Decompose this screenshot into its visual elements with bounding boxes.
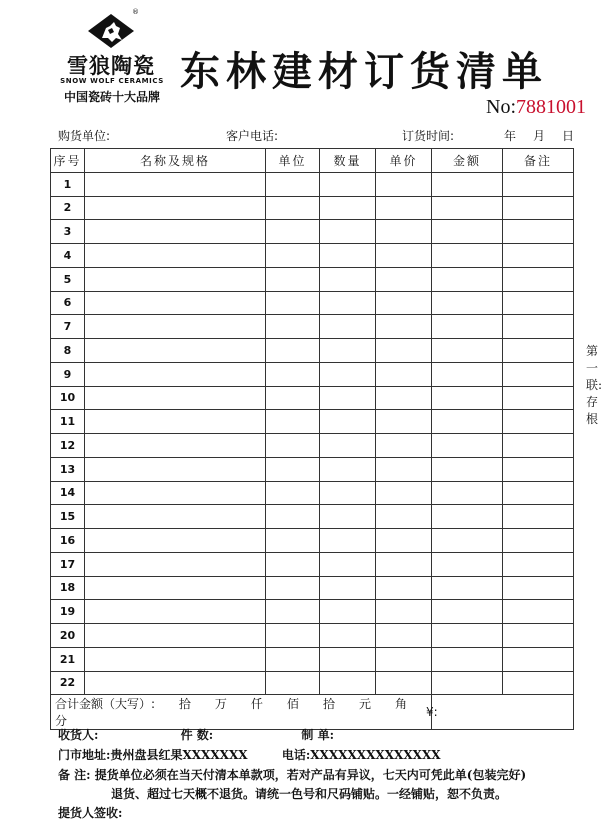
header-amount: 金额 — [432, 149, 503, 173]
row-unit[interactable] — [266, 410, 320, 434]
row-quantity[interactable] — [320, 410, 376, 434]
row-name-spec[interactable] — [85, 339, 266, 363]
row-amount[interactable] — [432, 647, 503, 671]
header-name-spec: 名称及规格 — [85, 149, 266, 173]
unit-shi: 拾 — [178, 697, 191, 712]
row-index: 17 — [51, 552, 85, 576]
row-remark[interactable] — [503, 220, 574, 244]
row-unit[interactable] — [266, 362, 320, 386]
row-index: 7 — [51, 315, 85, 339]
pickup-sign-label: 提货人签收: — [58, 806, 123, 820]
table-header-row — [51, 149, 574, 173]
row-name-spec[interactable] — [85, 647, 266, 671]
row-remark[interactable] — [503, 362, 574, 386]
table-row — [51, 434, 574, 458]
row-unit[interactable] — [266, 457, 320, 481]
row-amount[interactable] — [432, 172, 503, 196]
row-amount[interactable] — [432, 315, 503, 339]
total-amount-words — [51, 695, 432, 730]
row-name-spec[interactable] — [85, 624, 266, 648]
row-unit[interactable] — [266, 172, 320, 196]
row-index: 4 — [51, 244, 85, 268]
row-name-spec[interactable] — [85, 671, 266, 695]
receiver-label: 收货人: — [58, 728, 99, 742]
row-remark[interactable] — [503, 505, 574, 529]
row-name-spec[interactable] — [85, 505, 266, 529]
row-unit-price[interactable] — [376, 172, 432, 196]
note-label: 备 注: — [58, 768, 91, 782]
row-remark[interactable] — [503, 481, 574, 505]
row-index: 14 — [51, 481, 85, 505]
table-row — [51, 315, 574, 339]
row-amount[interactable] — [432, 410, 503, 434]
month-label: 月 — [533, 129, 546, 143]
brand-name-cn: 雪狼陶瓷 — [67, 53, 155, 78]
row-name-spec[interactable] — [85, 576, 266, 600]
row-quantity[interactable] — [320, 481, 376, 505]
row-remark[interactable] — [503, 600, 574, 624]
row-quantity[interactable] — [320, 552, 376, 576]
day-label: 日 — [562, 129, 575, 143]
table-row — [51, 386, 574, 410]
row-unit-price[interactable] — [376, 624, 432, 648]
row-remark[interactable] — [503, 624, 574, 648]
row-quantity[interactable] — [320, 291, 376, 315]
serial-label: No: — [486, 96, 516, 118]
row-amount[interactable] — [432, 244, 503, 268]
row-index: 22 — [51, 671, 85, 695]
table-row — [51, 600, 574, 624]
row-index: 9 — [51, 362, 85, 386]
table-row — [51, 576, 574, 600]
row-remark[interactable] — [503, 576, 574, 600]
row-index: 16 — [51, 529, 85, 553]
row-unit[interactable] — [266, 600, 320, 624]
row-remark[interactable] — [503, 671, 574, 695]
row-unit-price[interactable] — [376, 671, 432, 695]
row-unit-price[interactable] — [376, 196, 432, 220]
row-amount[interactable] — [432, 624, 503, 648]
form-title: 东林建材订货清单 — [180, 48, 548, 95]
row-index: 8 — [51, 339, 85, 363]
order-time-field: 订货时间: — [402, 129, 455, 143]
row-quantity[interactable] — [320, 196, 376, 220]
row-quantity[interactable] — [320, 647, 376, 671]
row-amount[interactable] — [432, 434, 503, 458]
row-unit-price[interactable] — [376, 267, 432, 291]
total-row — [51, 695, 574, 730]
row-quantity[interactable] — [320, 576, 376, 600]
row-amount[interactable] — [432, 600, 503, 624]
row-unit[interactable] — [266, 552, 320, 576]
table-row — [51, 457, 574, 481]
row-name-spec[interactable] — [85, 196, 266, 220]
header-unit-price: 单价 — [376, 149, 432, 173]
row-remark[interactable] — [503, 315, 574, 339]
buyer-field: 购货单位: — [58, 129, 111, 143]
address-label: 门市地址: — [58, 748, 111, 762]
row-quantity[interactable] — [320, 600, 376, 624]
serial-number — [486, 96, 586, 119]
table-row — [51, 244, 574, 268]
row-remark[interactable] — [503, 434, 574, 458]
header-index: 序号 — [51, 149, 85, 173]
row-unit-price[interactable] — [376, 481, 432, 505]
table-row — [51, 362, 574, 386]
note-line-1 — [58, 766, 526, 783]
row-amount[interactable] — [432, 339, 503, 363]
row-name-spec[interactable] — [85, 386, 266, 410]
phone-field: 客户电话: — [226, 129, 279, 143]
row-index: 6 — [51, 291, 85, 315]
brand-logo — [52, 8, 172, 103]
row-remark[interactable] — [503, 647, 574, 671]
row-amount[interactable] — [432, 267, 503, 291]
row-amount[interactable] — [432, 457, 503, 481]
table-row — [51, 172, 574, 196]
row-index: 20 — [51, 624, 85, 648]
header-remark: 备注 — [503, 149, 574, 173]
row-unit-price[interactable] — [376, 552, 432, 576]
row-name-spec[interactable] — [85, 220, 266, 244]
row-name-spec[interactable] — [85, 291, 266, 315]
row-unit[interactable] — [266, 481, 320, 505]
note-text-2: 退货、超过七天概不退货。请统一色号和尺码铺贴。一经铺贴，恕不负责。 — [111, 787, 508, 801]
row-index: 21 — [51, 647, 85, 671]
tel-label: 电话: — [281, 748, 311, 762]
row-name-spec[interactable] — [85, 457, 266, 481]
table-row — [51, 481, 574, 505]
order-table — [50, 148, 574, 730]
unit-wan: 万 — [214, 697, 227, 712]
row-quantity[interactable] — [320, 505, 376, 529]
row-unit[interactable] — [266, 671, 320, 695]
row-name-spec[interactable] — [85, 244, 266, 268]
row-remark[interactable] — [503, 172, 574, 196]
row-unit-price[interactable] — [376, 434, 432, 458]
row-amount[interactable] — [432, 576, 503, 600]
row-remark[interactable] — [503, 529, 574, 553]
row-quantity[interactable] — [320, 172, 376, 196]
brand-tagline: 中国瓷砖十大品牌 — [63, 90, 160, 104]
table-row — [51, 410, 574, 434]
row-remark[interactable] — [503, 244, 574, 268]
row-remark[interactable] — [503, 339, 574, 363]
tel-value: XXXXXXXXXXXXXX — [310, 748, 441, 762]
row-quantity[interactable] — [320, 339, 376, 363]
table-row — [51, 529, 574, 553]
row-amount[interactable] — [432, 291, 503, 315]
unit-shi-2: 拾 — [322, 697, 335, 712]
row-unit-price[interactable] — [376, 244, 432, 268]
row-unit[interactable] — [266, 196, 320, 220]
row-unit-price[interactable] — [376, 576, 432, 600]
row-quantity[interactable] — [320, 624, 376, 648]
header-quantity: 数量 — [320, 149, 376, 173]
row-index: 10 — [51, 386, 85, 410]
row-unit[interactable] — [266, 291, 320, 315]
row-name-spec[interactable] — [85, 600, 266, 624]
unit-jiao: 角 — [394, 697, 407, 712]
row-remark[interactable] — [503, 291, 574, 315]
brand-name-en: SNOW WOLF CERAMICS — [60, 77, 164, 85]
row-amount[interactable] — [432, 552, 503, 576]
row-name-spec[interactable] — [85, 362, 266, 386]
table-row — [51, 339, 574, 363]
row-unit[interactable] — [266, 529, 320, 553]
row-index: 11 — [51, 410, 85, 434]
note-text-1: 提货单位必须在当天付清本单款项，若对产品有异议，七天内可凭此单(包装完好) — [94, 768, 527, 782]
unit-yuan: 元 — [358, 697, 371, 712]
row-quantity[interactable] — [320, 315, 376, 339]
row-unit-price[interactable] — [376, 647, 432, 671]
row-quantity[interactable] — [320, 434, 376, 458]
row-remark[interactable] — [503, 552, 574, 576]
maker-label: 制 单: — [301, 728, 335, 742]
row-name-spec[interactable] — [85, 552, 266, 576]
row-amount[interactable] — [432, 386, 503, 410]
row-index: 18 — [51, 576, 85, 600]
row-unit[interactable] — [266, 647, 320, 671]
address-line — [58, 746, 441, 763]
row-amount[interactable] — [432, 505, 503, 529]
row-quantity[interactable] — [320, 362, 376, 386]
row-remark[interactable] — [503, 386, 574, 410]
row-quantity[interactable] — [320, 220, 376, 244]
row-quantity[interactable] — [320, 529, 376, 553]
row-amount[interactable] — [432, 196, 503, 220]
row-index: 1 — [51, 172, 85, 196]
row-unit-price[interactable] — [376, 505, 432, 529]
row-unit[interactable] — [266, 339, 320, 363]
row-unit[interactable] — [266, 624, 320, 648]
serial-value: 7881001 — [516, 96, 586, 118]
row-unit[interactable] — [266, 576, 320, 600]
snow-wolf-logo-icon — [88, 14, 134, 48]
row-index: 3 — [51, 220, 85, 244]
year-label: 年 — [504, 129, 517, 143]
row-index: 19 — [51, 600, 85, 624]
row-amount[interactable] — [432, 529, 503, 553]
row-name-spec[interactable] — [85, 481, 266, 505]
row-remark[interactable] — [503, 457, 574, 481]
row-unit[interactable] — [266, 434, 320, 458]
row-unit-price[interactable] — [376, 315, 432, 339]
row-index: 13 — [51, 457, 85, 481]
table-row — [51, 505, 574, 529]
row-index: 12 — [51, 434, 85, 458]
registered-mark: ® — [132, 8, 139, 16]
row-name-spec[interactable] — [85, 172, 266, 196]
row-quantity[interactable] — [320, 244, 376, 268]
row-unit-price[interactable] — [376, 457, 432, 481]
row-unit-price[interactable] — [376, 410, 432, 434]
row-unit-price[interactable] — [376, 362, 432, 386]
row-unit[interactable] — [266, 244, 320, 268]
row-unit-price[interactable] — [376, 291, 432, 315]
unit-qian: 仟 — [250, 697, 263, 712]
row-name-spec[interactable] — [85, 267, 266, 291]
table-row — [51, 671, 574, 695]
table-row — [51, 196, 574, 220]
row-amount[interactable] — [432, 220, 503, 244]
table-row — [51, 624, 574, 648]
row-unit-price[interactable] — [376, 220, 432, 244]
address-value: 贵州盘县红果XXXXXXX — [110, 748, 248, 762]
row-index: 5 — [51, 267, 85, 291]
copy-stub-note: 第一联:存根 — [586, 344, 602, 426]
yen-label: ¥: — [426, 705, 438, 720]
total-amount-yen — [426, 695, 574, 730]
unit-bai: 佰 — [286, 697, 299, 712]
table-row — [51, 552, 574, 576]
table-row — [51, 647, 574, 671]
table-row — [51, 267, 574, 291]
row-unit[interactable] — [266, 315, 320, 339]
row-unit[interactable] — [266, 267, 320, 291]
row-name-spec[interactable] — [85, 315, 266, 339]
receiver-line — [58, 726, 334, 743]
table-row — [51, 220, 574, 244]
total-label: 合计金额（大写）: — [55, 697, 156, 712]
row-remark[interactable] — [503, 410, 574, 434]
row-unit[interactable] — [266, 220, 320, 244]
row-unit[interactable] — [266, 386, 320, 410]
row-index: 2 — [51, 196, 85, 220]
pieces-label: 件 数: — [180, 728, 214, 742]
row-quantity[interactable] — [320, 386, 376, 410]
row-name-spec[interactable] — [85, 529, 266, 553]
row-unit-price[interactable] — [376, 529, 432, 553]
row-unit-price[interactable] — [376, 339, 432, 363]
row-unit-price[interactable] — [376, 386, 432, 410]
row-index: 15 — [51, 505, 85, 529]
row-quantity[interactable] — [320, 267, 376, 291]
header-unit: 单位 — [266, 149, 320, 173]
row-name-spec[interactable] — [85, 434, 266, 458]
table-row — [51, 291, 574, 315]
row-amount[interactable] — [432, 481, 503, 505]
row-remark[interactable] — [503, 196, 574, 220]
row-amount[interactable] — [432, 362, 503, 386]
unit-fen: 分 — [55, 714, 68, 729]
row-amount[interactable] — [432, 671, 503, 695]
row-name-spec[interactable] — [85, 410, 266, 434]
row-remark[interactable] — [503, 267, 574, 291]
row-unit-price[interactable] — [376, 600, 432, 624]
row-unit[interactable] — [266, 505, 320, 529]
row-quantity[interactable] — [320, 671, 376, 695]
row-quantity[interactable] — [320, 457, 376, 481]
